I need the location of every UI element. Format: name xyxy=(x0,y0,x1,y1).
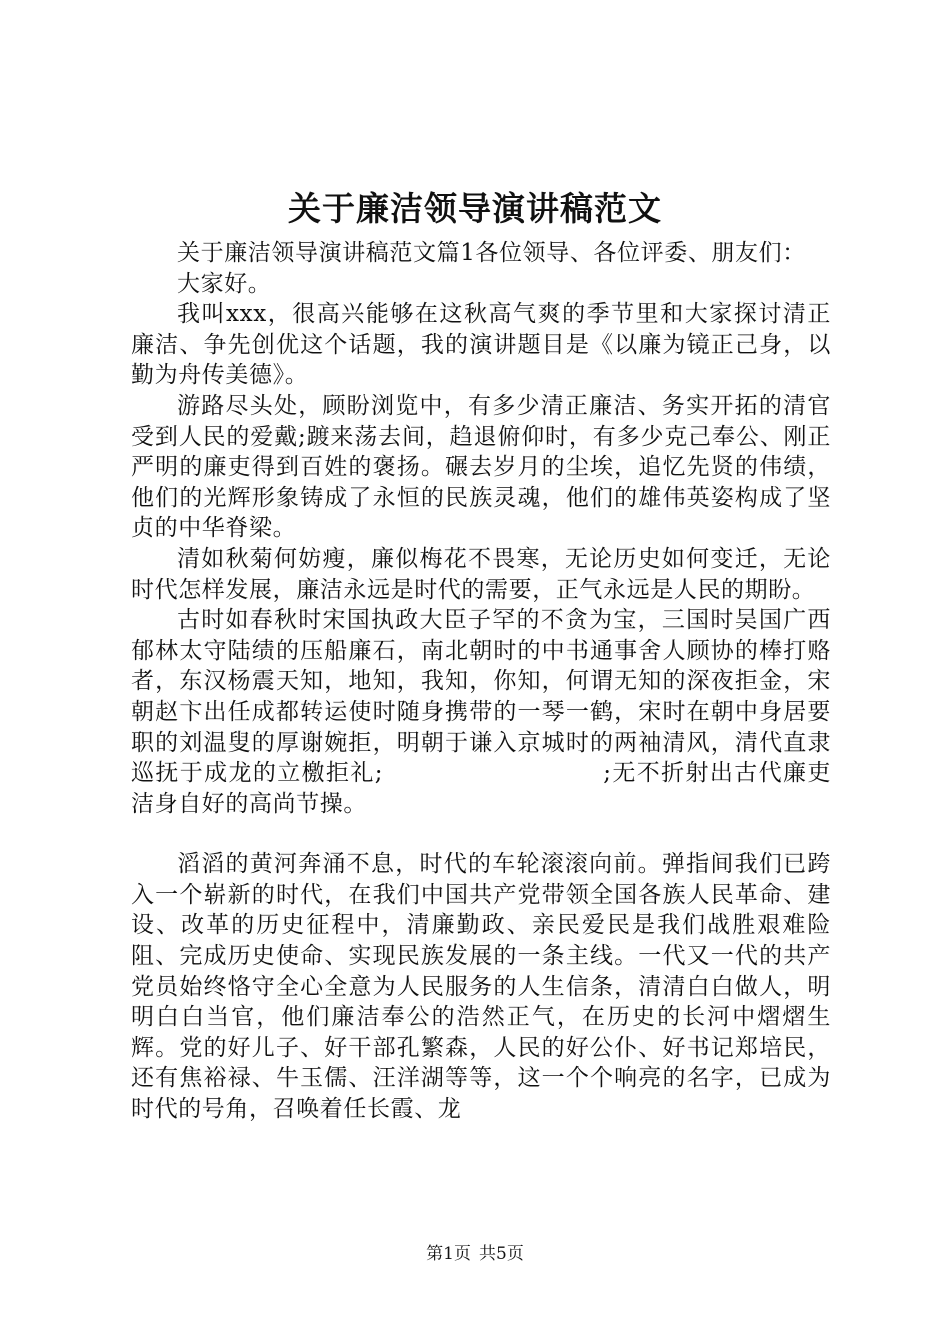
page-total: 共5页 xyxy=(479,1244,524,1264)
paragraph-ancient-examples: 古时如春秋时宋国执政大臣子罕的不贪为宝，三国时吴国广西郁林太守陆绩的压船廉石，南北朝时的中书通事舍人顾协的棒打赂者，东汉杨震天知，地知，我知，你知，何谓无知的深夜拒金，宋朝赵卞出任成都转运使时随身携带的一琴一鹤，宋时在朝中身居要职的刘温叟的厚谢婉拒，明朝于谦入京城时的两袖清风，清代直隶巡抚于成龙的立檄拒礼; ;无不折射出古代廉吏洁身自好的高尚节操。 xyxy=(131,607,831,817)
paragraph-intro: 关于廉洁领导演讲稿范文篇1各位领导、各位评委、朋友们： xyxy=(177,240,806,266)
document-title: 关于廉洁领导演讲稿范文 xyxy=(288,189,662,228)
page-number: 第1页 xyxy=(426,1244,471,1264)
paragraph-integrity: 清如秋菊何妨瘦，廉似梅花不畏寒，无论历史如何变迁，无论时代怎样发展，廉洁永远是时代的需要，正气永远是人民的期盼。 xyxy=(131,545,831,603)
paragraph-modern-era: 滔滔的黄河奔涌不息，时代的车轮滚滚向前。弹指间我们已跨入一个崭新的时代，在我们中国共产党带领全国各族人民革命、建设、改革的历史征程中，清廉勤政、亲民爱民是我们战胜艰难险阻、完成历史使命、实现民族发展的一条主线。一代又一代的共产党员始终恪守全心全意为人民服务的人生信条，清清白白做人，明明白白当官，他们廉洁奉公的浩然正气，在历史的长河中熠熠生辉。党的好儿子、好干部孔繁森，人民的好公仆、好书记郑培民，还有焦裕禄、牛玉儒、汪洋湖等等，这一个个响亮的名字，已成为时代的号角，召唤着任长霞、龙 xyxy=(131,851,831,1123)
paragraph-greeting: 大家好。 xyxy=(177,270,272,297)
page-footer xyxy=(0,1242,950,1266)
paragraph-self-introduction: 我叫xxx，很高兴能够在这秋高气爽的季节里和大家探讨清正廉洁、争先创优这个话题，我的演讲题目是《以廉为镜正己身，以勤为舟传美德》。 xyxy=(131,301,831,389)
document-body xyxy=(131,238,831,1125)
paragraph-history: 游路尽头处，顾盼浏览中，有多少清正廉洁、务实开拓的清官受到人民的爱戴;踱来荡去间，趋退俯仰时，有多少克己奉公、刚正严明的廉吏得到百姓的褒扬。碾去岁月的尘埃，追忆先贤的伟绩，他们的光辉形象铸成了永恒的民族灵魂，他们的雄伟英姿构成了坚贞的中华脊梁。 xyxy=(131,392,831,542)
